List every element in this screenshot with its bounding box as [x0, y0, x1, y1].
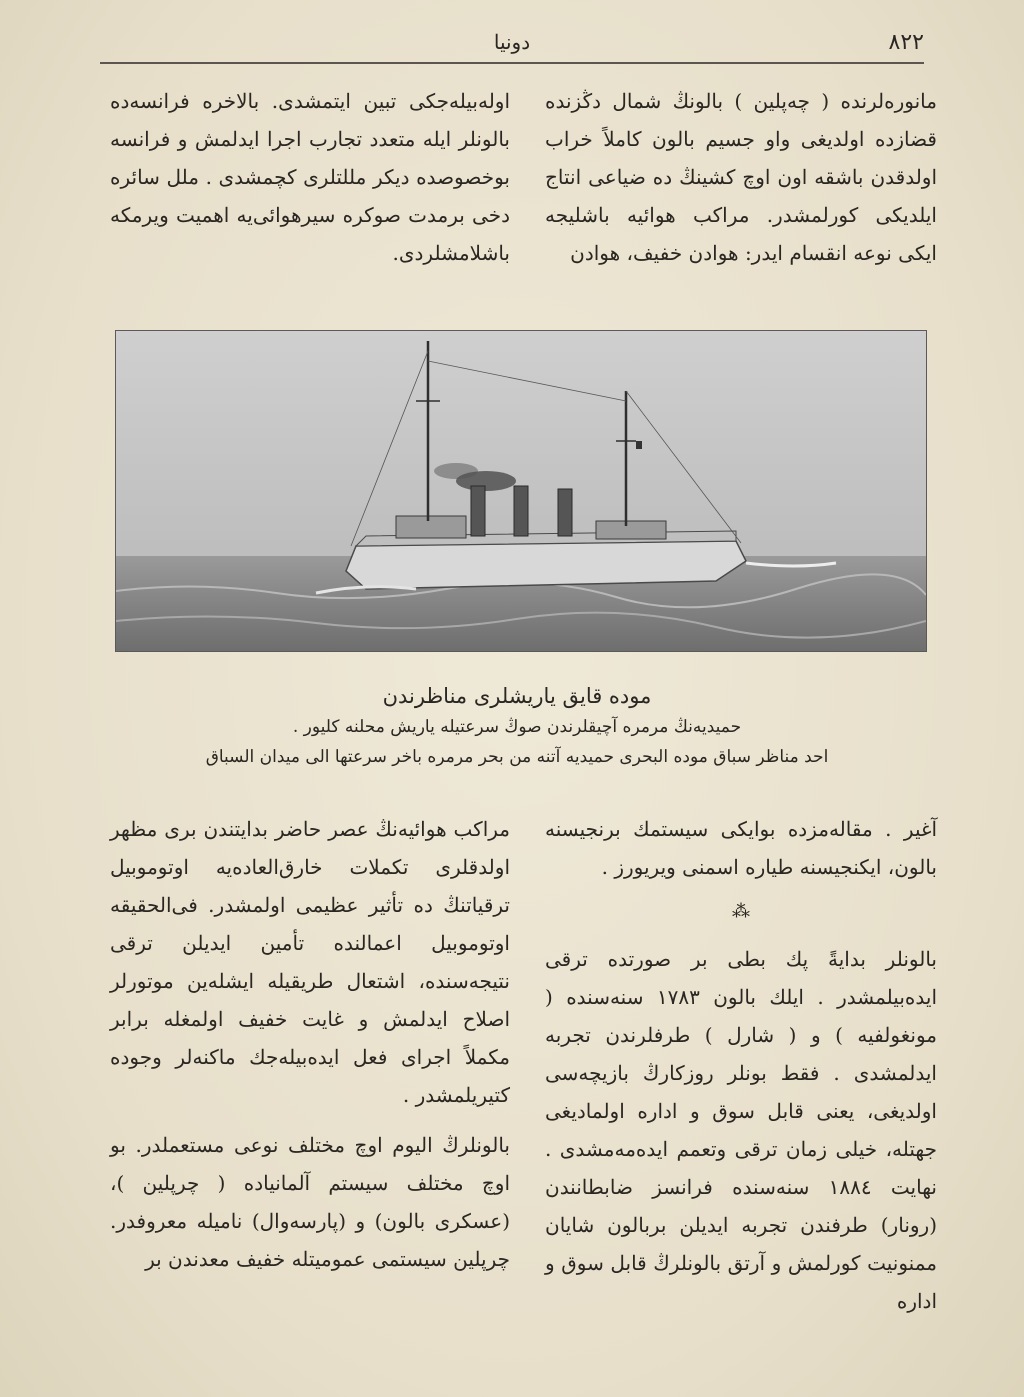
paragraph: اوله‌بیله‌جکی تبین ایتمشدی. بالاخره فرانسه‌ده بالونلر ایله متعدد تجارب اجرا ایدلمش و فرانسه بوخصوصده دیکر مللتلری کچمشدی . ملل سائره دخی برمدت صوکره سیرهوائی‌یه اهمیت ویرمکه باشلامشلردی. — [110, 89, 510, 265]
caption-title: موده قایق یاریشلری مناظرندن — [382, 684, 652, 708]
paragraph: مانوره‌لرنده ( چه‌پلین ) بالونڭ شمال دڭزنده قضازده اولدیغی واو جسیم بالون کاملاً خراب اولدقدن باشقه اون اوچ کشینڭ ده ضیاعی انتاج ایلدیکی کورلمشدر. مراکب هوائیه باشلیجه ایکی نوعه انقسام ایدر: هوادن خفیف، هوادن — [545, 89, 937, 265]
figure-captions — [110, 680, 924, 772]
ship-photograph — [115, 330, 927, 652]
column-bottom-left — [110, 810, 510, 1290]
page-number: ٨٢٢ — [888, 30, 924, 55]
running-title: دونیا — [493, 30, 531, 54]
column-top-left — [110, 82, 510, 284]
paragraph: آغیر . مقاله‌مزده بوایکی سیستمك برنجیسنه بالون، ایکنجیسنه طیاره اسمنی ویریورز . — [545, 817, 937, 879]
warship-illustration — [116, 331, 926, 651]
paragraph: مراکب هوائیه‌نڭ عصر حاضر بدایتندن بری مظهر اولدقلری تکملات خارق‌العاده‌یه اوتوموبیل ترقیاتنڭ ده تأثیر عظیمی اولمشدر. فی‌الحقیقه اوتوموبیل اعمالنده تأمین ایدیلن ترقی نتیجه‌سنده، اشتعال طریقیله ایشله‌ین موتورلر اصلاح ایدلمش و غایت خفیف اولمغله برابر مکملاً اجرای فعل ایده‌بیله‌جك ماکنه‌لر وجوده کتیریلمشدر . — [110, 817, 510, 1107]
caption-line: احد مناظر سباق موده البحری حمیدیه آتنه من بحر مرمره باخر سرعتها الی میدان السباق — [205, 747, 829, 767]
section-separator: ⁂ — [732, 901, 750, 922]
column-top-right — [545, 82, 937, 284]
page-header — [100, 30, 924, 64]
paragraph: بالونلرڭ الیوم اوچ مختلف نوعی مستعملدر. بو اوچ مختلف سیستم آلمانیاده ( چرپلین )، (عسکری بالون) و (پارسه‌وال) نامیله معروفدر. چرپلین سیستمی عمومیتله خفیف معدندن بر — [110, 1133, 510, 1271]
paragraph: بالونلر بدایةً پك بطی بر صورتده ترقی ایده‌بیلمشدر . ایلك بالون ۱۷۸۳ سنه‌سنده ( مونغولفیه ) و ( شارل ) طرفلرندن تجربه ایدلمشدی . فقط بونلر روزکارڭ بازیچه‌سی اولدیغی، یعنی قابل سوق و اداره اولمادیغی جهتله، خیلی زمان ترقی وتعمم ایده‌مه‌مشدی . نهایت ۱۸۸٤ سنه‌سنده فرانسز ضابطانندن (رونار) طرفندن تجربه ایدیلن بربالون شایان ممنونیت کورلمش و آرتق بالونلرڭ قابل سوق و اداره — [545, 947, 938, 1313]
header-rule — [100, 62, 924, 64]
caption-line: حمیدیه‌نڭ مرمره آچیقلرندن صوڭ سرعتیله یاریش محلنه کلیور . — [292, 717, 742, 737]
column-bottom-right — [545, 810, 937, 1332]
